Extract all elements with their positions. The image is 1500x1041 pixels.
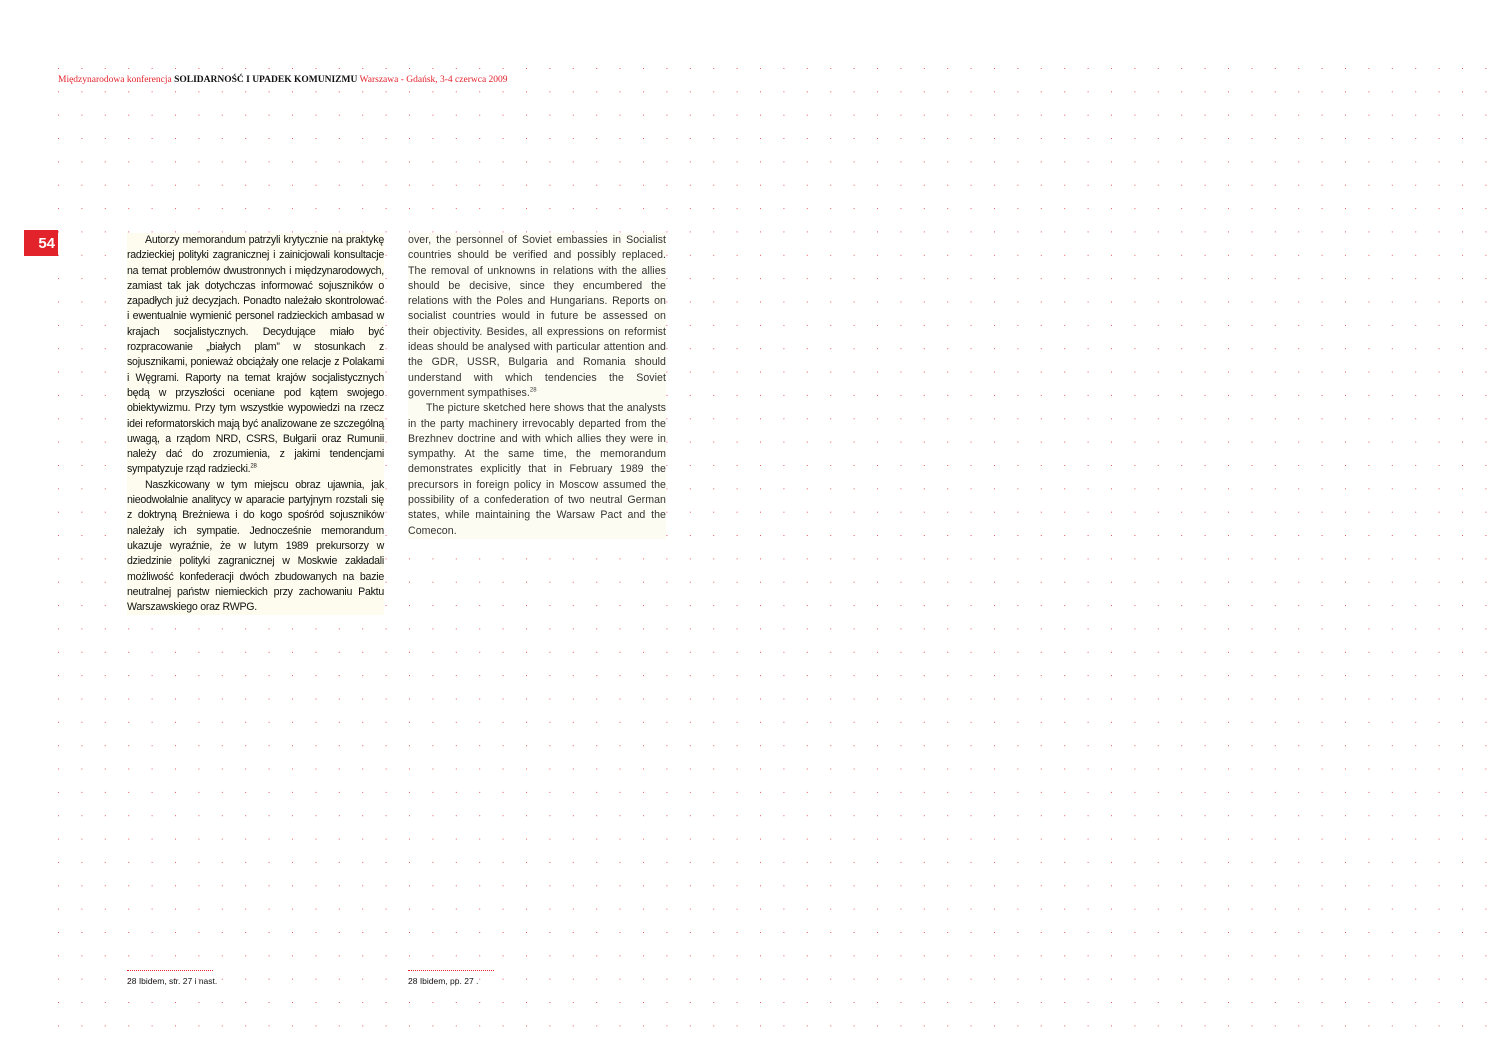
header-suffix: Warszawa - Gdańsk, 3-4 czerwca 2009 (359, 75, 508, 85)
footnote-ref: 28 (529, 387, 537, 394)
header-title: SOLIDARNOŚĆ I UPADEK KOMUNIZMU (174, 75, 358, 85)
footnote-rule (408, 970, 494, 971)
polish-paragraph-1-text: Autorzy memorandum patrzyli krytycznie na praktykę radzieckiej polityki zagranicznej i zainicjowali konsultacje na temat problemów dwustronnych i międzynarodowych, zamiast tak jak dotychczas informować sojuszników o zapadłych już decyzjach. Ponadto należało skontrolować i ewentualnie wymienić personel radzieckich ambasad w krajach socjalistycznych. Decydujące miało być rozpracowanie „białych plam” w stosunkach z sojusznikami, ponieważ obciążały one relacje z Polakami i Węgrami. Raporty na temat krajów socjalistycznych będą w przyszłości oceniane pod kątem swojego obiektywizmu. Przy tym wszystkie wypowiedzi na rzecz idei reformatorskich mają być analizowane ze szczególną uwagą, a rządom NRD, CSRS, Bułgarii oraz Rumunii należy dać do zrozumienia, z jakimi tendencjami sympatyzuje rząd radziecki. (127, 234, 384, 476)
polish-paragraph-1 (127, 233, 384, 478)
footnote-ref: 28 (250, 463, 257, 470)
english-paragraph-2 (408, 401, 666, 539)
english-text-column (408, 233, 666, 539)
polish-text-column (127, 233, 384, 615)
footnote-rule (127, 970, 213, 971)
english-paragraph-2-text: The picture sketched here shows that the analysts in the party machinery irrevocably departed from the Brezhnev doctrine and with which allies they were in sympathy. At the same time, the memorandum demonstrates explicitly that in February 1989 the precursors in foreign policy in Moscow assumed the possibility of a confederation of two neutral German states, while maintaining the Warsaw Pact and the Comecon. (408, 402, 666, 537)
header-prefix: Międzynarodowa konferencja (58, 75, 172, 85)
english-paragraph-1 (408, 233, 666, 401)
polish-paragraph-2-text: Naszkicowany w tym miejscu obraz ujawnia, jak nieodwołalnie analitycy w aparacie partyjnym rozstali się z doktryną Breżniewa i do kogo spośród sojuszników należały ich sympatie. Jednocześnie memorandum ukazuje wyraźnie, że w lutym 1989 prekursorzy w dziedzinie polityki zagranicznej w Moskwie zakładali możliwość konfederacji dwóch zbudowanych na bazie neutralnej państw niemieckich przy zachowaniu Paktu Warszawskiego oraz RWPG. (127, 478, 384, 614)
polish-footnote: 28 Ibidem, str. 27 i nast. (127, 976, 218, 986)
english-footnote: 28 Ibidem, pp. 27 . (408, 976, 479, 986)
english-paragraph-1-text: over, the personnel of Soviet embassies in Socialist countries should be verified and possibly replaced. The removal of unknowns in relations with the allies should be decisive, since they encumbered the relations with the Poles and Hungarians. Reports on socialist countries would in future be assessed on their objectivity. Besides, all expressions on reformist ideas should be analysed with particular attention and the GDR, USSR, Bulgaria and Romania should understand with which tendencies the Soviet government sympathises. (408, 234, 666, 399)
running-header (58, 75, 508, 85)
polish-paragraph-2 (127, 478, 384, 616)
page-number: 54 (38, 234, 55, 252)
page-number-badge (24, 230, 58, 256)
